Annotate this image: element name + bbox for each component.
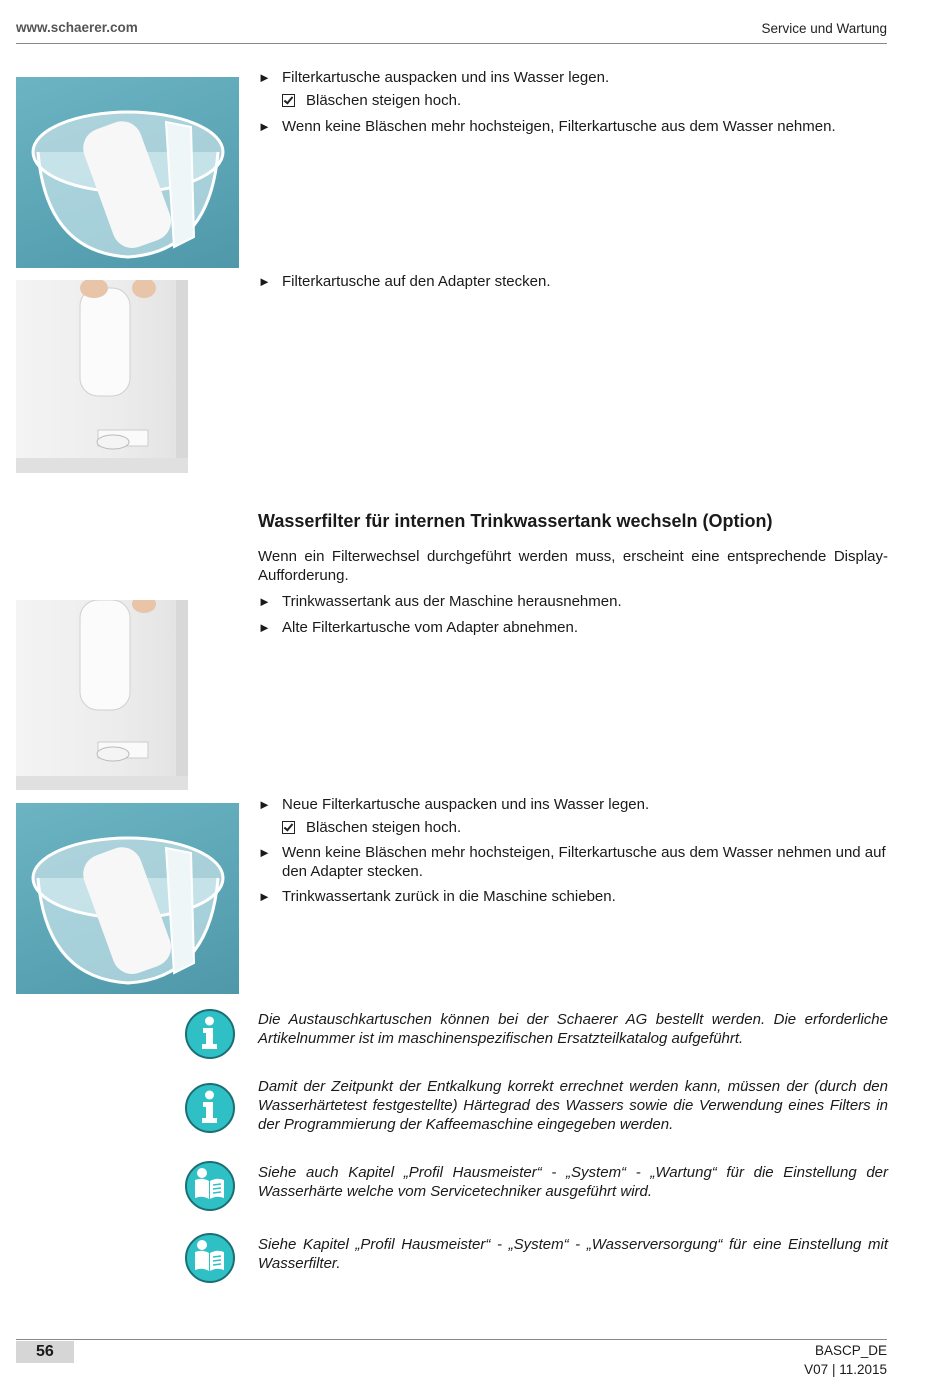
footer-divider xyxy=(16,1339,887,1340)
document-version: V07 | 11.2015 xyxy=(804,1362,887,1377)
section-heading: Wasserfilter für internen Trinkwassertank wechseln (Option) xyxy=(258,511,773,531)
note-water-hardness: Siehe auch Kapitel „Profil Hausmeister“ - „System“ - „Wartung“ für die Einstellung der Wasserhärte welche vom Servicetechniker ausgeführt wird. xyxy=(258,1164,888,1200)
step-remove-from-water: ► Wenn keine Bläschen mehr hochsteigen, Filterkartusche aus dem Wasser nehmen. xyxy=(258,118,836,135)
info-icon xyxy=(185,1009,235,1059)
photo-cartridge-adapter-2 xyxy=(16,600,188,790)
note-water-supply: Siehe Kapitel „Profil Hausmeister“ - „System“ - „Wasserversorgung“ für eine Einstellung mit Wasserfilter. xyxy=(258,1236,888,1272)
note-descaling-calc: Damit der Zeitpunkt der Entkalkung korrekt errechnet werden kann, müssen der (durch den Wasserhärtetest festgestellte) Härtegrad des Wassers sowie die Verwendung eines Filters in der Programmierung der Kaffeemaschine eingegeben werden. xyxy=(258,1078,888,1133)
arrow-right-icon: ► xyxy=(258,889,271,904)
section-title: Service und Wartung xyxy=(761,21,887,36)
header-divider xyxy=(16,43,887,44)
arrow-right-icon: ► xyxy=(258,620,271,635)
arrow-right-icon: ► xyxy=(258,274,271,289)
arrow-right-icon: ► xyxy=(258,594,271,609)
arrow-right-icon: ► xyxy=(258,797,271,812)
info-icon xyxy=(185,1083,235,1133)
arrow-right-icon: ► xyxy=(258,70,271,85)
step-attach-cartridge: ► Filterkartusche auf den Adapter stecken. xyxy=(258,273,551,290)
arrow-right-icon: ► xyxy=(258,845,271,860)
step-reinsert-tank: ► Trinkwassertank zurück in die Maschine schieben. xyxy=(258,888,616,905)
photo-cartridge-in-water xyxy=(16,77,239,268)
step-remove-and-attach: ► Wenn keine Bläschen mehr hochsteigen, Filterkartusche aus dem Wasser nehmen und auf den Adapter stecken. xyxy=(258,844,886,880)
website-url[interactable]: www.schaerer.com xyxy=(16,20,138,35)
reading-manual-icon xyxy=(185,1233,235,1283)
step-remove-tank: ► Trinkwassertank aus der Maschine herausnehmen. xyxy=(258,593,622,610)
step-unpack-new-cartridge: ► Neue Filterkartusche auspacken und ins Wasser legen. xyxy=(258,796,650,813)
step-remove-old-cartridge: ► Alte Filterkartusche vom Adapter abnehmen. xyxy=(258,619,578,636)
document-code: BASCP_DE xyxy=(814,1343,887,1358)
arrow-right-icon: ► xyxy=(258,119,271,134)
reading-manual-icon xyxy=(185,1161,235,1211)
step-unpack-cartridge: ► Filterkartusche auspacken und ins Wasser legen. xyxy=(258,69,610,86)
section-intro: Wenn ein Filterwechsel durchgeführt werden muss, erscheint eine entsprechende Display-Aufforderung. xyxy=(258,548,888,584)
note-replacement-cartridges: Die Austauschkartuschen können bei der Schaerer AG bestellt werden. Die erforderliche Artikelnummer ist im maschinenspezifischen Ersatzteilkatalog aufgeführt. xyxy=(258,1011,888,1047)
page-number: 56 xyxy=(16,1341,74,1363)
checkbox-checked-icon xyxy=(282,94,295,107)
photo-cartridge-adapter xyxy=(16,280,188,473)
checkbox-checked-icon xyxy=(282,821,295,834)
result-bubbles: Bläschen steigen hoch. xyxy=(282,91,461,110)
result-bubbles-2: Bläschen steigen hoch. xyxy=(282,818,461,837)
photo-cartridge-in-water-2 xyxy=(16,803,239,994)
